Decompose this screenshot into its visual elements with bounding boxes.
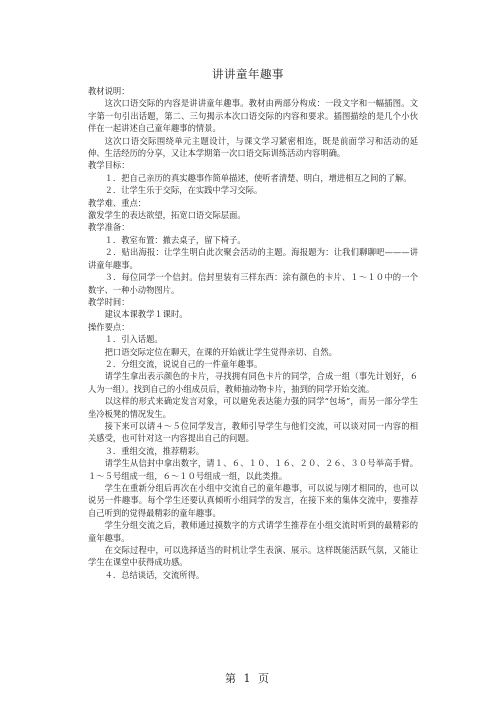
section-heading: 操作要点： [88,321,130,332]
body-paragraph: 学生分组交流之后，教师通过摸数字的方式请学生推荐在小组交流时听到的最精彩的童年趣事。 [88,520,418,543]
body-paragraph: ２．分组交流，说说自己的一件童年趣事。 [104,358,263,369]
body-paragraph: 请学生拿出表示颜色的卡片，寻找拥有同色卡片的同学，合成一组（事先计划好，６人为一组）。找到自己的小组成员后，教师抽动物卡片，抽到的同学开始交流。 [88,371,418,394]
section-heading: 激发学生的表达欲望，拓宽口语交际层面。 [88,210,246,221]
section-heading: 教学准备： [88,222,130,233]
page-number: 第 1 页 [225,672,271,685]
body-paragraph: ４．总结谈话，交流所得。 [104,569,205,580]
body-paragraph: ３．每位同学一个信封。信封里装有三样东西：涂有颜色的卡片、１～１０中的一个数字、一种小动物图片。 [88,272,418,295]
body-paragraph: 建议本课教学１课时。 [104,309,188,320]
section-heading: 教学时间： [88,296,130,307]
body-paragraph: 把口语交际定位在聊天，在课的开始就让学生觉得亲切、自然。 [104,346,337,357]
body-paragraph: １．教室布置：撤去桌子，留下椅子。 [104,234,246,245]
body-paragraph: ２．让学生乐于交际，在实践中学习交际。 [104,185,263,196]
document-body [88,85,418,581]
body-paragraph: 请学生从信封中拿出数字，请１、６、１０、１６、２０、２６、３０号举高手臂。１～５号组成一组，６～１０号组成一组，以此类推。 [88,458,418,481]
body-paragraph: 这次口语交际的内容是讲讲童年趣事。教材由两部分构成：一段文字和一幅插图。文字第一句引出话题，第二、三句揭示本次口语交际的内容和要求。插图描绘的是几个小伙伴在一起讲述自己童年趣事的情景。 [88,98,418,134]
section-heading: 教材说明： [88,86,130,96]
body-paragraph: 接下来可以请４～５位同学发言，教师引导学生与他们交流，可以谈对同一内容的相关感受，也可针对这一内容提出自己的问题。 [88,420,418,444]
body-paragraph: 以这样的形式来确定发言对象，可以避免表达能力强的同学“包场”，而另一部分学生坐冷板凳的情况发生。 [88,396,418,419]
body-paragraph: ３．重组交流，推荐精彩。 [104,445,205,456]
body-paragraph: １．把自己亲历的真实趣事作简单描述，使听者清楚、明白，增进相互之间的了解。 [104,172,412,183]
page-title: 讲讲童年趣事 [212,67,284,81]
section-heading: 教学目标： [88,160,130,171]
body-paragraph: 在交际过程中，可以选择适当的时机让学生表演、展示。这样既能活跃气氛，又能让学生在课堂中获得成功感。 [88,545,418,568]
body-paragraph: 这次口语交际围绕单元主题设计，与课文学习紧密相连，既是前面学习和活动的延伸、生活经历的分享，又让本学期第一次口语交际训练活动内容明确。 [88,135,418,159]
section-heading: 教学难、重点： [88,197,147,208]
body-paragraph: ２．贴出海报：让学生明白此次聚会活动的主题。海报题为：让我们聊聊吧———讲讲童年趣事。 [88,247,418,270]
body-paragraph: １．引入话题。 [104,334,163,345]
body-paragraph: 学生在重新分组后再次在小组中交流自己的童年趣事，可以说与刚才相同的，也可以说另一件趣事。每个学生还要认真倾听小组同学的发言，在接下来的集体交流中，要推荐自己听到的觉得最精彩的童年趣事。 [88,483,418,518]
